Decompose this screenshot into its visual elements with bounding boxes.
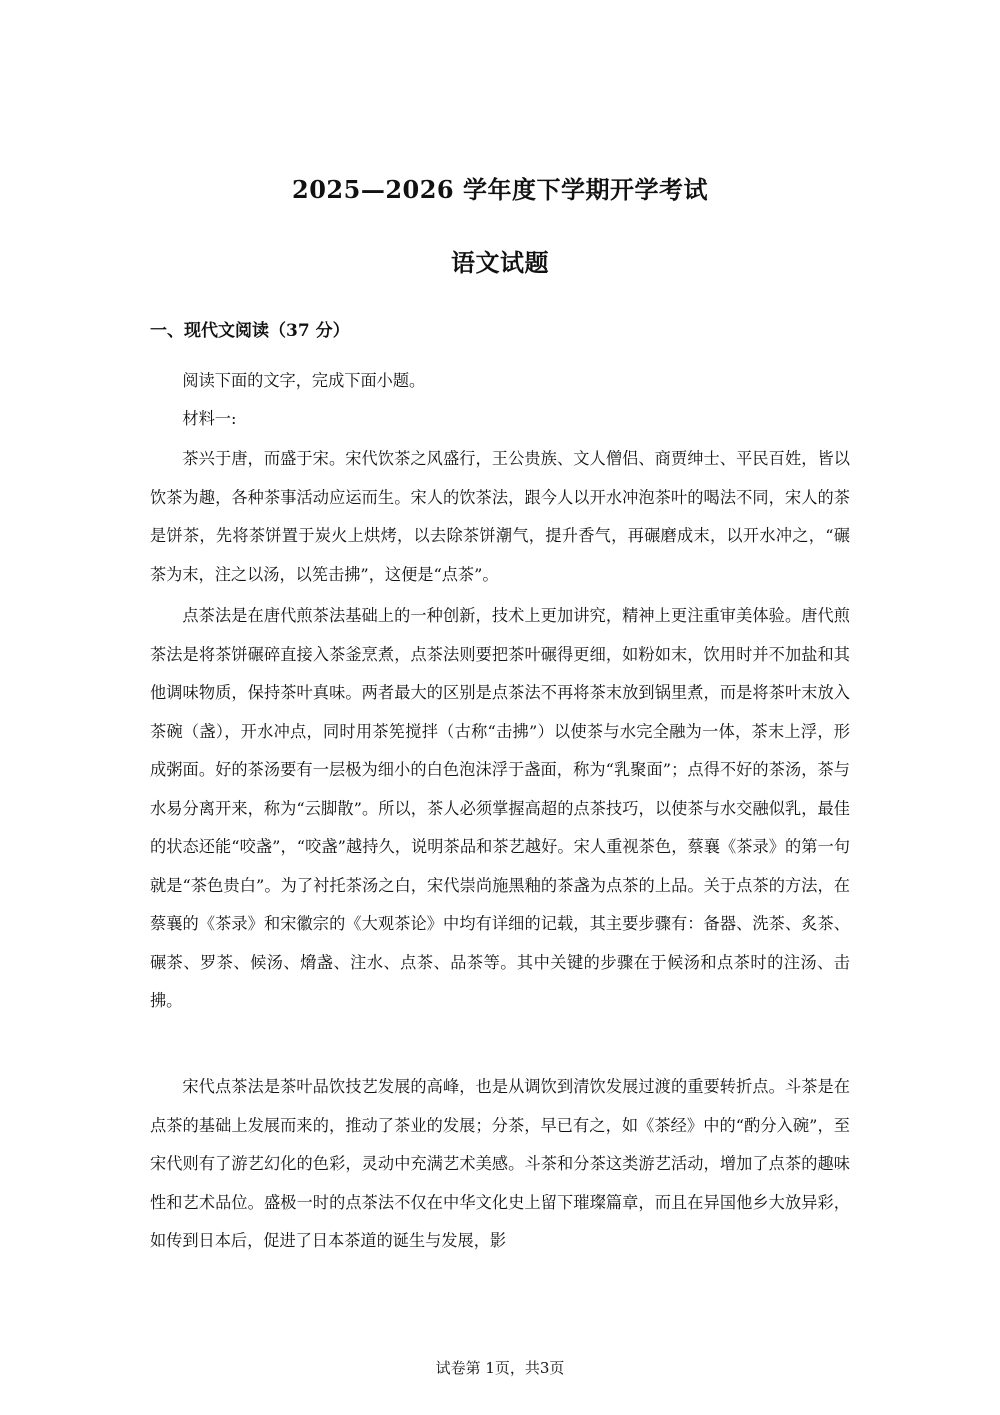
section-heading: 一、现代文阅读（37 分） (150, 321, 350, 341)
reading-instruction: 阅读下面的文字，完成下面小题。 (182, 371, 426, 390)
paragraph-3: 宋代点茶法是茶叶品饮技艺发展的高峰，也是从调饮到清饮发展过渡的重要转折点。斗茶是在点茶的基础上发展而来的，推动了茶业的发展；分茶，早已有之，如《茶经》中的“酌分入碗”，至宋代则有了游艺幻化的色彩，灵动中充满艺术美感。斗茶和分茶这类游艺活动，增加了点茶的趣味性和艺术品位。盛极一时的点茶法不仅在中华文化史上留下璀璨篇章，而且在异国他乡大放异彩，如传到日本后，促进了日本茶道的诞生与发展，影 (150, 1077, 850, 1250)
exam-title: 2025—2026 学年度下学期开学考试 (292, 175, 708, 204)
paragraph-1: 茶兴于唐，而盛于宋。宋代饮茶之风盛行，王公贵族、文人僧侣、商贾绅士、平民百姓，皆以饮茶为趣，各种茶事活动应运而生。宋人的饮茶法，跟今人以开水冲泡茶叶的喝法不同，宋人的茶是饼茶，先将茶饼置于炭火上烘烤，以去除茶饼潮气，提升香气，再碾磨成末，以开水冲之，“碾茶为末，注之以汤，以筅击拂”，这便是“点茶”。 (150, 449, 850, 584)
paragraph-2: 点茶法是在唐代煎茶法基础上的一种创新，技术上更加讲究，精神上更注重审美体验。唐代煎茶法是将茶饼碾碎直接入茶釜烹煮，点茶法则要把茶叶碾得更细，如粉如末，饮用时并不加盐和其他调味物质，保持茶叶真味。两者最大的区别是点茶法不再将茶末放到锅里煮，而是将茶叶末放入茶碗（盏），开水冲点，同时用茶筅搅拌（古称“击拂”）以使茶与水完全融为一体，茶末上浮，形成粥面。好的茶汤要有一层极为细小的白色泡沫浮于盏面，称为“乳聚面”；点得不好的茶汤，茶与水易分离开来，称为“云脚散”。所以，茶人必须掌握高超的点茶技巧，以使茶与水交融似乳，最佳的状态还能“咬盏”，“咬盏”越持久，说明茶品和茶艺越好。宋人重视茶色，蔡襄《茶录》的第一句就是“茶色贵白”。为了衬托茶汤之白，宋代崇尚施黑釉的茶盏为点茶的上品。关于点茶的方法，在蔡襄的《茶录》和宋徽宗的《大观茶论》中均有详细的记载，其主要步骤有：备器、洗茶、炙茶、碾茶、罗茶、候汤、熁盏、注水、点茶、品茶等。其中关键的步骤在于候汤和点茶时的注汤、击拂。 (150, 606, 850, 1010)
page-footer: 试卷第 1页，共3页 (435, 1359, 565, 1377)
exam-subtitle: 语文试题 (451, 248, 549, 277)
material-label: 材料一: (182, 409, 237, 428)
